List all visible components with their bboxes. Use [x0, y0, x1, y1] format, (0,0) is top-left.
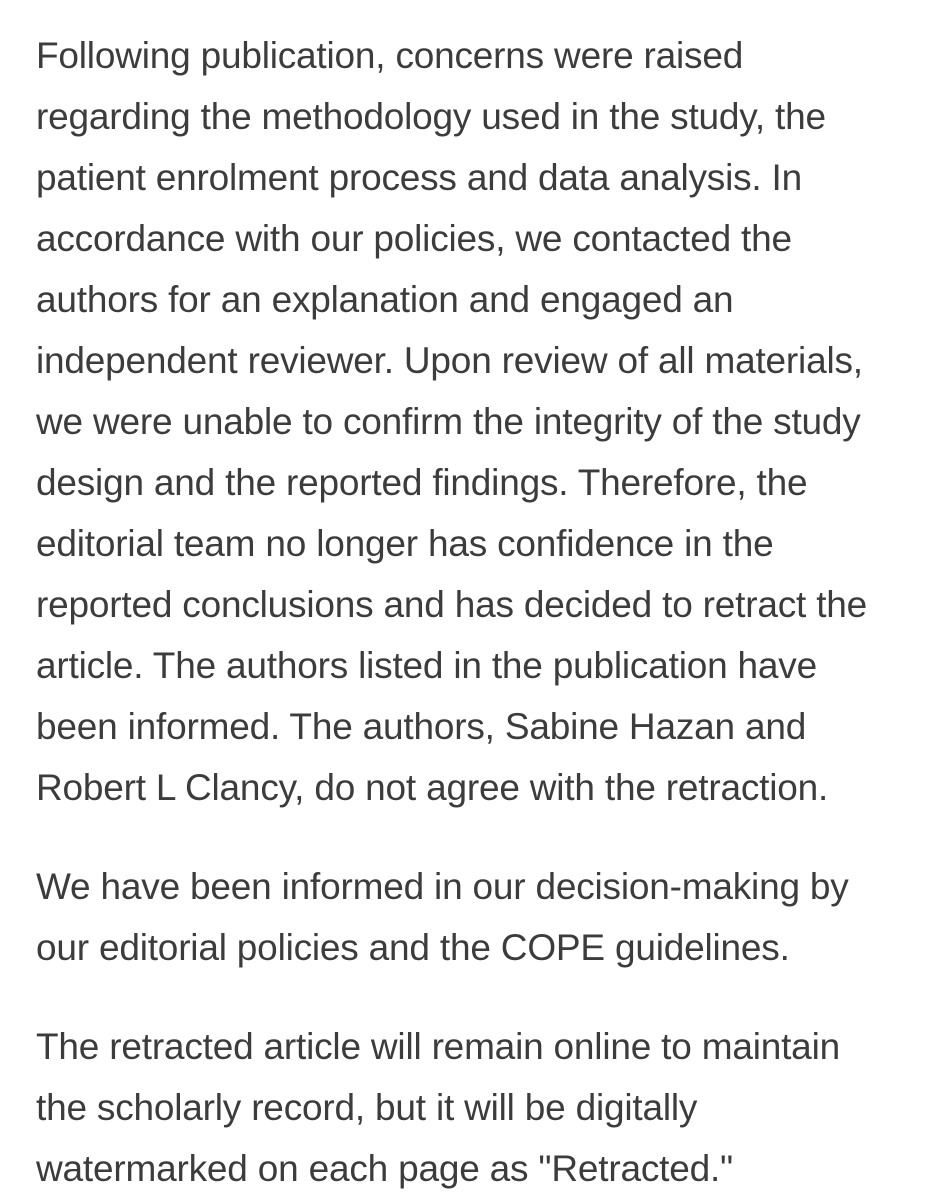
text-line: authors for an explanation and engaged an — [36, 279, 734, 320]
paragraph-watermark-statement — [36, 1016, 906, 1199]
text-line: the scholarly record, but it will be digitally — [36, 1087, 698, 1128]
text-line: regarding the methodology used in the study, the — [36, 96, 826, 137]
text-line: reported conclusions and has decided to retract the — [36, 584, 868, 625]
text-line: article. The authors listed in the publication have — [36, 645, 817, 686]
text-line: Following publication, concerns were raised — [36, 35, 744, 76]
text-line: We have been informed in our decision-making by — [36, 866, 849, 907]
text-line: patient enrolment process and data analysis. In — [36, 157, 803, 198]
text-line: The retracted article will remain online to maintain — [36, 1026, 840, 1067]
text-line: Robert L Clancy, do not agree with the retraction. — [36, 767, 829, 808]
text-line: editorial team no longer has confidence in the — [36, 523, 774, 564]
paragraph-cope-guidelines — [36, 856, 906, 978]
text-line: our editorial policies and the COPE guidelines. — [36, 927, 790, 968]
text-line: been informed. The authors, Sabine Hazan and — [36, 706, 807, 747]
text-line: accordance with our policies, we contacted the — [36, 218, 792, 259]
text-line: watermarked on each page as "Retracted." — [36, 1148, 733, 1189]
text-line: we were unable to confirm the integrity of the study — [36, 401, 861, 442]
text-line: independent reviewer. Upon review of all materials, — [36, 340, 863, 381]
paragraph-retraction-details — [36, 25, 906, 818]
text-line: design and the reported findings. Therefore, the — [36, 462, 808, 503]
